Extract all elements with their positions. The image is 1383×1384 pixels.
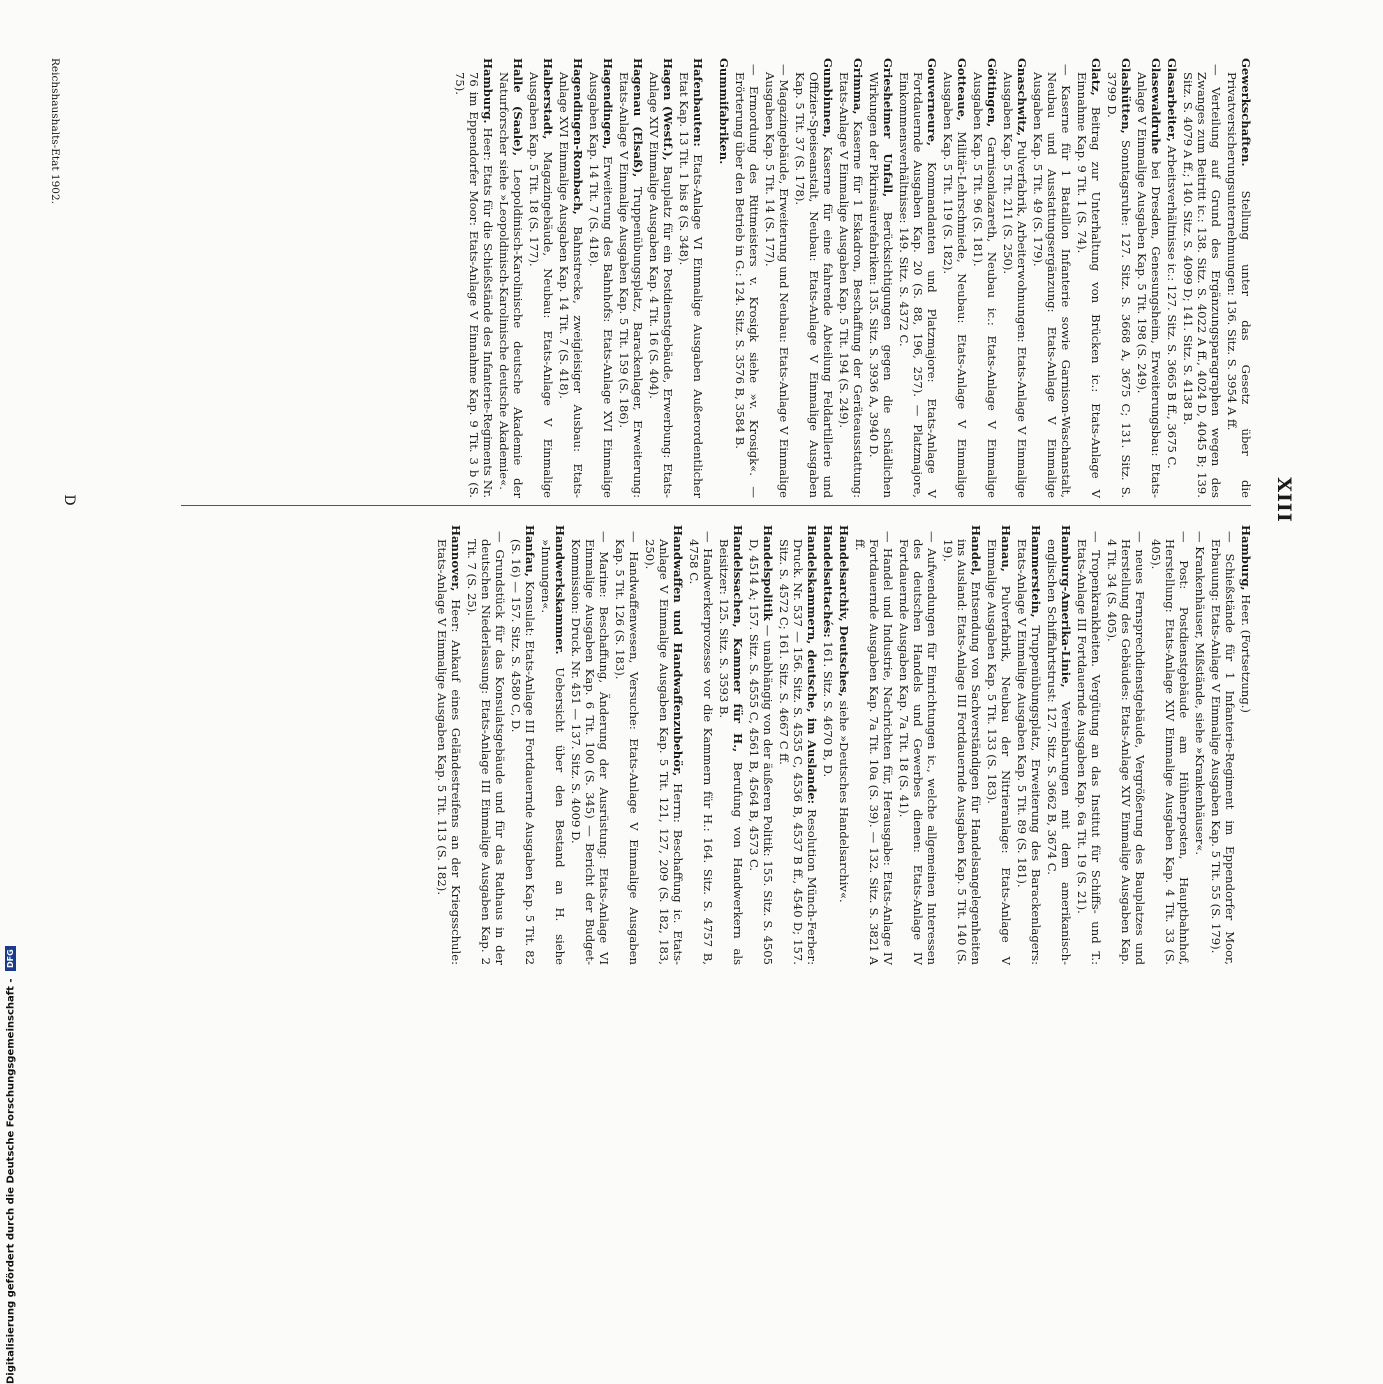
index-term: Handelspolitik [761,525,775,621]
index-entry [1105,58,1133,498]
index-entry [613,525,641,965]
index-text: Konsulat: Etats-Anlage III Fortdauernde Ausgaben Kap. 5 Tit. 82 (S. 16) — 157. Sitz. S. 4580 C, D. [509,539,537,965]
index-term: Hamburg. [481,58,495,124]
index-entry [853,525,895,965]
index-entry [465,525,507,965]
index-text: Entsendung von Sachverständigen für Handelsangelegenheiten ins Ausland: Etats-Anlage III Fortdauernde Ausgaben Kap. 5 Tit. 140 (S. 19). [941,539,983,966]
index-entry [837,525,851,965]
index-entry [777,525,819,965]
index-entry [1075,525,1103,965]
index-text: — Aufwendungen für Einrichtungen ic., welche allgemeinen Interessen des deutschen Handels und Gewerbes dienen: Etats-Anlage IV Fortdauernde Ausgaben Kap. 7a Tit. 18 (S. 41). [897,531,939,965]
index-term: Hanfau, [523,525,537,577]
index-term: Hannover, [449,525,463,592]
index-entry [617,58,645,498]
index-text: — Tropenkrankheiten. Vergütung an das Institut für Schiffs- und T.: Etats-Anlage III Fortdauernde Ausgaben Kap. 6a Tit. 19 (S. 21). [1075,531,1103,965]
index-entry [985,525,1013,965]
index-text: — Schießstände für 1 Infanterie-Regiment im Eppendorfer Moor, Erbauung: Etats-Anlage V Einmalige Ausgaben Kap. 5 Tit. 55 (S. 179). [1209,531,1237,965]
index-text: Leopoldinisch-Karolinische deutsche Akademie der Naturforscher siehe »Leopoldinisch-Karolinische deutsche Akademie«. [497,72,525,499]
index-text: Heer: Ankauf eines Geländestreifens an der Kriegsschule: Etats-Anlage V Einmalige Ausgaben Kap. 5 Tit. 113 (S. 182). [435,539,463,965]
index-entry [687,525,715,965]
dfg-funding-note [5,946,17,1384]
index-text: Heer: Etats für die Schießstände des Infanterie-Regiments Nr. 76 im Eppendorfer Moor: Etats-Anlage V Einnahme Kap. 9 Tit. 3 b (S. 75). [453,72,495,499]
index-entry [971,58,999,498]
index-entry [941,525,983,965]
index-term: Handwerkskammer. [553,525,567,655]
index-text: — Magazingebäude, Erweiterung und Neubau: Etats-Anlage V Einmalige Ausgaben Kap. 5 Tit. 14 (S. 177). [763,64,791,498]
index-term: Glashütten, [1119,58,1133,134]
index-text: — Krankenhäuser, Mißstände, siehe »Krankenhäuser«. [1193,531,1207,856]
index-entry [1181,58,1223,498]
column-divider [181,505,1251,506]
index-entry [453,58,495,498]
index-term: Griesheimer Unfall, [881,58,895,198]
index-term: Hamburg, [1239,525,1253,591]
index-entry [509,525,537,965]
index-entry [763,58,791,498]
index-entry [837,58,865,498]
index-term: Grimma, [851,58,865,115]
index-text: — Post: Postdienstgebäude am Hühnerposten, Hauptbahnhof, Herstellung: Etats-Anlage XIV Einmalige Ausgaben Kap. 4 Tit. 33 (S. 405). [1149,531,1191,965]
index-entry [1105,525,1147,965]
index-entry [497,58,525,498]
index-text: Uebersicht über den Bestand an H. siehe »Innungen«. [539,539,567,966]
index-term: Hamburg-Amerika-Linie, [1059,525,1073,688]
index-text: Pulverfabrik, Arbeiterwohnungen: Etats-Anlage V Einmalige Ausgaben Kap. 5 Tit. 211 (S. 250). [1001,72,1029,499]
index-text: Etats-Anlage VI Einmalige Ausgaben Außerordentlicher Etat Kap. 13 Tit. 1 bis 8 (S. 348). [677,72,705,498]
index-term: Hagendingen, [601,58,615,150]
index-term: Gewerkschaften. [1239,58,1253,167]
index-entry [1031,58,1073,498]
index-text: Militär-Lehrschmiede, Neubau: Etats-Anlage V Einmalige Ausgaben Kap. 5 Tit. 119 (S. 182). [941,72,969,499]
index-entry [1209,525,1237,965]
index-entry [1045,525,1073,965]
index-term: Glasewaldruhe [1149,58,1163,155]
footer-source: Reichshaushalts-Etat 1902. [49,58,61,204]
index-text: 161. Sitz. S. 4670 B, D. [821,641,835,778]
index-text: — Handwerkerprozesse vor die Kammern für H.: 164. Sitz. S. 4757 B, 4758 C. [687,531,715,965]
index-text: Truppenübungsplatz, Erweiterung des Barackenlagers: Etats-Anlage V Einmalige Ausgaben Kap. 5 Tit. 89 (S. 181). [1015,539,1043,966]
index-entry [587,58,615,498]
index-term: Göttingen, [985,58,999,128]
index-term: Gnaschwitz, [1015,58,1029,137]
index-text: Resolution Münch-Ferber: Druck. Nr. 537 — 156. Sitz. S. 4535 C, 4536 B, 4537 B ff., 4540 D; 157. Sitz. S. 4572 C; 161. Sitz. S. 4667 C ff. [777,539,819,965]
index-term: Gummifabriken. [717,58,731,165]
index-text: Bauplatz für ein Postdienstgebäude, Erwerbung: Etats-Anlage XIV Einmalige Ausgaben Kap. 4 Tit. 16 (S. 404). [647,72,675,498]
index-text: Heer. (Fortsetzung.) [1239,594,1253,713]
index-entry [733,58,761,498]
index-term: Hagenau (Elsaß), [631,58,645,178]
index-text: Berücksichtigungen gegen die schädlichen Wirkungen der Pikrinsäurefabriken: 135. Sitz. S. 3936 A, 3940 D. [867,72,895,498]
index-term: Hagen (Westf.), [661,58,675,161]
left-column [451,58,1253,498]
index-entry [897,58,939,498]
index-entry [793,58,835,498]
index-term: Handwaffen und Handwaffenzubehör, [671,525,685,777]
index-text: — unabhängig von der äußeren Politik: 155. Sitz. S. 4505 D, 4514 A; 157. Sitz. S. 4555 C, 4561 B, 4564 B, 4573 C. [747,539,775,966]
index-entry [1135,58,1163,498]
index-text: Truppenübungsplatz, Barackenlager, Erweiterung: Etats-Anlage V Einmalige Ausgaben Kap. 5 Tit. 159 (S. 186). [617,72,645,499]
dfg-note-text: Digitalisierung gefördert durch die Deutsche Forschungsgemeinschaft - [5,978,17,1384]
index-entry [1225,58,1253,498]
index-text: Pulverfabrik, Neubau der Nitrieranlage: Etats-Anlage V Einmalige Ausgaben Kap. 5 Tit. 133 (S. 183). [985,539,1013,965]
index-term: Hanau, [999,525,1013,572]
index-entry [1149,525,1191,965]
index-entry [867,58,895,498]
index-text: — Marine: Beschaffung, Änderung der Ausrüstung: Etats-Anlage VI Einmalige Ausgaben Kap. 6 Tit. 100 (S. 345) — Bericht der Budget-Kommission: Druck. Nr. 451 — 137. Sitz. S. 4009 D. [569,531,611,965]
index-text: Arbeitsverhältnisse ic.: 127. Sitz. S. 3665 B ff., 3675 C. [1165,145,1179,469]
index-text: — Kaserne für 1 Bataillon Infanterie sowie Garnison-Waschanstalt, Neubau und Ausstattungsergänzung: Etats-Anlage V Einmalige Ausgaben Kap. 5 Tit. 49 (S. 179). [1031,64,1073,498]
index-text: Herrn: Beschaffung ic. Etats-Anlage V Einmalige Ausgaben Kap. 5 Tit. 121, 127, 209 (S. 182, 183, 250). [643,539,685,965]
index-entry [1015,525,1043,965]
index-entry [821,525,835,965]
index-text: Kaserne für 1 Eskadron, Beschaffung der Geräteausstattung: Etats-Anlage V Einmalige Ausgaben Kap. 5 Tit. 194 (S. 249). [837,72,865,499]
index-text: Stellung unter das Gesetz über die Privatversicherungsunternehmungen: 136. Sitz. S. 3954 A ff. [1225,72,1253,498]
index-entry [527,58,555,498]
index-entry [941,58,969,498]
index-text: bei Dresden, Genesungsheim, Erweiterungsbau: Etats-Anlage V Einmalige Ausgaben Kap. 5 Tit. 198 (S. 249). [1135,72,1163,498]
index-entry [569,525,611,965]
index-text: Erweiterung des Bahnhofs: Etats-Anlage XVI Einmalige Ausgaben Kap. 14 Tit. 7 (S. 418). [587,72,615,499]
index-text: Sonntagsruhe: 127. Sitz. S. 3668 A, 3675 C; 131. Sitz. S. 3799 D. [1105,72,1133,498]
index-entry [747,525,775,965]
index-entry [717,58,731,498]
index-entry [643,525,685,965]
index-entry [897,525,939,965]
index-text: Kaserne für eine fahrende Abteilung Feldartillerie und Offizier-Speiseanstalt, Neubau: Etats-Anlage V Einmalige Ausgaben Kap. 5 Tit. 37 (S. 178). [793,72,835,499]
index-entry [717,525,745,965]
index-text: — Grundstück für das Konsulatsgebäude und für das Rathaus in der deutschen Niederlassung: Etats-Anlage III Einmalige Ausgaben Kap. 2 Tit. 7 (S. 25). [465,531,507,965]
section-gap [705,58,715,498]
index-entry [557,58,585,498]
right-column [433,525,1253,965]
index-text: Vereinbarungen mit dem amerikanisch-englischen Schiffahrtstrust: 127. Sitz. S. 3662 B, 3674 C. [1045,539,1073,965]
index-term: Halle (Saale), [511,58,525,157]
index-text: Bahnstrecke, zweigleisiger Ausbau: Etats-Anlage XVI Einmalige Ausgaben Kap. 14 Tit. 7 (S. 418). [557,72,585,499]
index-entry [1001,58,1029,498]
index-text: — Verteilung auf Grund des Ergänzungsparagraphen wegen des Zwanges zum Beitritt ic.: 138. Sitz. S. 4022 A ff., 4024 D, 4045 B; 139. Sitz. S. 4079 A ff.; 140. Sitz. S. 4099 D; 141. Sitz. S. 4138 B. [1181,64,1223,498]
index-text: Magazingebäude, Neubau: Etats-Anlage V Einmalige Ausgaben Kap. 5 Tit. 18 (S. 177). [527,72,555,498]
index-term: Glasarbeiter, [1165,58,1179,142]
index-term: Hagendingen-Rombach, [571,58,585,215]
index-text: siehe »Deutsches Handelsarchiv«. [837,700,851,903]
index-entry [1193,525,1207,965]
page-number: XIII [1273,477,1295,523]
dfg-logo: DFG [5,946,16,971]
index-entry [1239,525,1253,965]
index-term: Gotteaue, [955,58,969,122]
index-text: — Ermordung des Rittmeisters v. Krosigk siehe »v. Krosigk«. — Erörterung über den Betrieb in G.: 124. Sitz. S. 3576 B, 3584 B. [733,64,761,498]
index-text: — Handel und Industrie, Nachrichten für, Herausgabe: Etats-Anlage IV Fortdauernde Ausgaben Kap. 7a Tit. 10a (S. 39). — 132. Sitz. S. 3821 A ff. [853,531,895,965]
index-term: Handelsarchiv, Deutsches, [837,525,851,697]
index-entry [1075,58,1103,498]
index-term: Handel, [969,525,983,576]
index-text: — neues Fernsprechdienstgebäude, Vergrößerung des Bauplatzes und Herstellung des Gebäudes: Etats-Anlage XIV Einmalige Ausgaben Kap. 4 Tit. 34 (S. 405). [1105,531,1147,965]
index-term: Gumbinnen, [821,58,835,138]
index-term: Handelssachen, Kammer für H., [731,525,745,753]
index-entry [647,58,675,498]
index-term: Glatz, [1089,58,1103,96]
index-entry [677,58,705,498]
index-term: Handelskammern, deutsche, im Auslande: [805,525,819,805]
index-term: Hammerstein, [1029,525,1043,618]
index-term: Halberstadt, [541,58,555,140]
index-term: Hafenbauten: [691,58,705,147]
index-term: Gouverneure, [925,58,939,147]
index-text: Kommandanten und Platzmajore: Etats-Anlage V Fortdauernde Ausgaben Kap. 20 (S. 88, 196, 257). — Platzmajore, Einkommensverhältnisse: 149. Sitz. S. 4372 C. [897,72,939,499]
index-entry [435,525,463,965]
index-term: Handelsattachés: [821,525,835,638]
index-text: — Handwaffenwesen, Versuche: Etats-Anlage V Einmalige Ausgaben Kap. 5 Tit. 126 (S. 183). [613,531,641,965]
index-entry [1165,58,1179,498]
index-text: Beitrag zur Unterhaltung von Brücken ic.: Etats-Anlage V Einnahme Kap. 9 Tit. 1 (S. 74). [1075,72,1103,499]
index-text: Berufung von Handwerkern als Beisitzer: 125. Sitz. S. 3593 B. [717,539,745,966]
index-entry [539,525,567,965]
index-text: Garnisonlazareth, Neubau ic.: Etats-Anlage V Einmalige Ausgaben Kap. 5 Tit. 96 (S. 181). [971,72,999,498]
signature-mark: D [61,494,77,506]
